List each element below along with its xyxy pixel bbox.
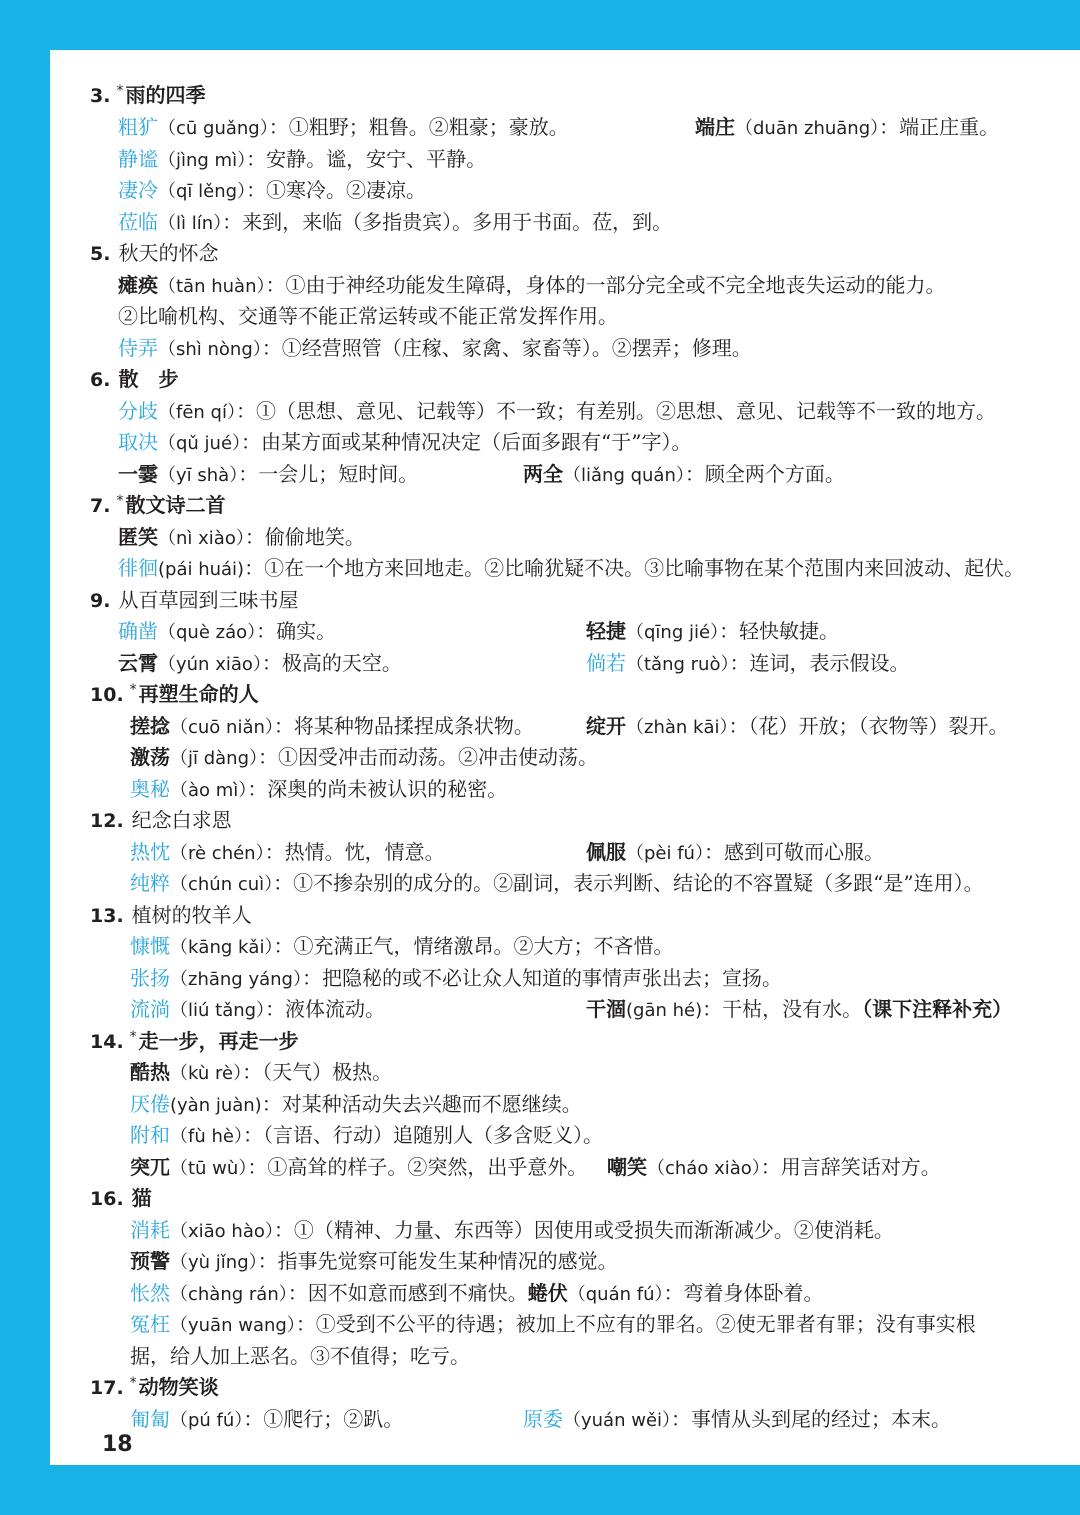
entry-word: 确凿 <box>118 619 158 643</box>
entry-pinyin: （yuān wang） <box>170 1315 296 1336</box>
entry-definition: ：对某种活动失去兴趣而不愿继续。 <box>261 1092 582 1116</box>
section-heading-5 <box>90 237 218 269</box>
entry-pinyin: （què záo） <box>158 622 257 643</box>
section-title: 纪念白求恩 <box>131 808 232 832</box>
entry-definition: ：深奥的尚未被认识的秘密。 <box>247 777 508 801</box>
entry <box>523 1403 951 1435</box>
entry-word: 附和 <box>130 1123 170 1147</box>
entry-word: 张扬 <box>130 966 170 990</box>
entry <box>130 1403 403 1435</box>
entry-pinyin: (gān hé) <box>626 1000 703 1021</box>
entry-pinyin: （yī shà） <box>158 465 239 486</box>
entry-word: 分歧 <box>118 399 158 423</box>
entry-continuation <box>130 1340 470 1372</box>
entry <box>130 1245 618 1277</box>
entry-definition: ：把隐秘的或不必让众人知道的事情声张出去；宣扬。 <box>301 966 782 990</box>
entry-definition: ：①经营照管（庄稼、家禽、家畜等）。②摆弄；修理。 <box>261 336 752 360</box>
section-number: 5. <box>90 243 111 265</box>
entry-pinyin: （rè chén） <box>170 843 265 864</box>
entry-word: 奥秘 <box>130 777 170 801</box>
entry <box>130 1119 603 1151</box>
entry <box>586 836 884 868</box>
entry-word: 厌倦 <box>130 1092 170 1116</box>
entry-word: 慷慨 <box>130 934 170 958</box>
entry-definition: ：顾全两个方面。 <box>684 462 845 486</box>
entry-pinyin: （zhāng yáng） <box>170 969 302 990</box>
entry-pinyin: (pái huái) <box>158 559 245 580</box>
entry-definition: ：事情从头到尾的经过；本末。 <box>671 1407 952 1431</box>
entry <box>130 710 534 742</box>
entry-word: 怅然 <box>130 1281 170 1305</box>
entry <box>130 836 445 868</box>
section-number: 13. <box>90 905 124 927</box>
entry <box>118 111 569 143</box>
entry <box>118 615 336 647</box>
entry-pinyin: （kù rè） <box>170 1063 243 1084</box>
section-heading-10 <box>90 678 259 710</box>
entry <box>130 1308 976 1340</box>
entry-word: 流淌 <box>130 997 170 1021</box>
entry-definition: ：①由于神经功能发生障碍，身体的一部分完全或不完全地丧失运动的能力。 <box>265 273 946 297</box>
entry-word: 匿笑 <box>118 525 158 549</box>
entry <box>586 647 909 679</box>
entry-definition: ：①因受冲击而动荡。②冲击使动荡。 <box>258 745 599 769</box>
entry-word: 取决 <box>118 430 158 454</box>
entry-word: 轻捷 <box>586 619 626 643</box>
star-mark: * <box>129 1375 137 1391</box>
entry-word: 蜷伏 <box>527 1281 568 1305</box>
entry-pinyin: （fēn qí） <box>158 402 236 423</box>
entry <box>118 426 692 458</box>
entry-word: 搓捻 <box>130 714 170 738</box>
section-title: 雨的四季 <box>125 83 206 107</box>
entry <box>130 993 385 1025</box>
section-heading-3 <box>90 79 205 111</box>
entry-pinyin: （liǎng quán） <box>563 465 685 486</box>
star-mark: * <box>116 83 124 99</box>
entry <box>118 458 418 490</box>
entry-word: 瘫痪 <box>118 273 158 297</box>
entry-definition: ：（天气）极热。 <box>242 1060 393 1084</box>
section-heading-17 <box>90 1371 219 1403</box>
entry-definition: ：①充满正气，情绪激昂。②大方；不吝惜。 <box>273 934 674 958</box>
entry-definition: ：因不如意而感到不痛快。 <box>287 1281 528 1305</box>
section-number: 14. <box>90 1031 124 1053</box>
entry-definition: ：连词，表示假设。 <box>729 651 910 675</box>
section-heading-7 <box>90 489 225 521</box>
entry-word: 云霄 <box>118 651 158 675</box>
section-number: 12. <box>90 810 124 832</box>
section-number: 3. <box>90 85 111 107</box>
entry-pinyin: （chàng rán） <box>170 1284 288 1305</box>
section-title: 动物笑谈 <box>138 1375 219 1399</box>
entry-word: 嘲笑 <box>607 1155 647 1179</box>
entry <box>130 1277 823 1309</box>
entry-definition: ：①爬行；②趴。 <box>243 1407 404 1431</box>
entry-definition: ：确实。 <box>256 619 337 643</box>
entry <box>130 1151 587 1183</box>
entry-pinyin: （cuō niǎn） <box>170 717 274 738</box>
page-number: 18 <box>102 1432 133 1457</box>
entry-word: 徘徊 <box>118 556 158 580</box>
entry-definition: ②比喻机构、交通等不能正常运转或不能正常发挥作用。 <box>118 304 618 328</box>
entry-word: 静谧 <box>118 147 158 171</box>
section-title: 再塑生命的人 <box>138 682 259 706</box>
entry-definition: ：偷偷地笑。 <box>244 525 365 549</box>
entry-word: 一霎 <box>118 462 158 486</box>
entry <box>523 458 845 490</box>
section-number: 6. <box>90 369 111 391</box>
entry-pinyin: （tū wù） <box>170 1158 248 1179</box>
entry <box>118 143 486 175</box>
entry-pinyin: （liú tǎng） <box>170 1000 266 1021</box>
entry-pinyin: （duān zhuāng） <box>735 118 880 139</box>
entry-pinyin: （yù jǐng） <box>170 1252 258 1273</box>
entry-word: 预警 <box>130 1249 170 1273</box>
entry-word: 纯粹 <box>130 871 170 895</box>
section-title: 秋天的怀念 <box>118 241 219 265</box>
entry-definition: 据，给人加上恶名。③不值得；吃亏。 <box>130 1344 470 1368</box>
entry-pinyin: （kāng kǎi） <box>170 937 274 958</box>
section-title: 散文诗二首 <box>125 493 226 517</box>
entry-pinyin: （zhàn kāi） <box>626 717 729 738</box>
entry-word: 两全 <box>523 462 563 486</box>
entry-word: 突兀 <box>130 1155 170 1179</box>
entry-word: 干涸 <box>586 997 626 1021</box>
entry-pinyin: （tǎng ruò） <box>626 654 730 675</box>
entry-word: 佩服 <box>586 840 626 864</box>
section-number: 10. <box>90 684 124 706</box>
entry-pinyin: （cháo xiào） <box>647 1158 761 1179</box>
entry-word: 激荡 <box>130 745 170 769</box>
section-title: 猫 <box>131 1186 152 1210</box>
section-title: 散 步 <box>118 367 179 391</box>
entry <box>130 867 984 899</box>
entry-pinyin: （xiāo hào） <box>170 1221 274 1242</box>
entry-pinyin: （qǔ jué） <box>158 433 242 454</box>
entry-pinyin: （yuán wěi） <box>563 1410 672 1431</box>
entry-pinyin: （pú fú） <box>170 1410 244 1431</box>
entry-word: 酷热 <box>130 1060 170 1084</box>
entry-definition: ：液体流动。 <box>265 997 386 1021</box>
entry <box>118 647 402 679</box>
entry-definition: ：（花）开放；（衣物等）裂开。 <box>728 714 1009 738</box>
entry-definition: ：弯着身体卧着。 <box>663 1281 824 1305</box>
entry <box>607 1151 941 1183</box>
section-number: 16. <box>90 1188 124 1210</box>
entry-definition: ：由某方面或某种情况决定（后面多跟有“于”字）。 <box>241 430 692 454</box>
entry <box>118 521 365 553</box>
entry-definition: ：来到，来临（多指贵宾）。多用于书面。莅，到。 <box>222 210 673 234</box>
star-mark: * <box>129 1029 137 1045</box>
entry <box>130 1056 392 1088</box>
entry-pinyin: （jī dàng） <box>170 748 259 769</box>
entry <box>130 773 507 805</box>
section-title: 从百草园到三味书屋 <box>118 588 299 612</box>
entry-word: 冤枉 <box>130 1312 170 1336</box>
entry-word: 原委 <box>523 1407 563 1431</box>
entry-definition: ：①受到不公平的待遇；被加上不应有的罪名。②使无罪者有罪；没有事实根 <box>295 1312 976 1336</box>
entry-word: 侍弄 <box>118 336 158 360</box>
entry-word: 莅临 <box>118 210 158 234</box>
entry-pinyin: （ào mì） <box>170 780 248 801</box>
entry-definition: ：一会儿；短时间。 <box>238 462 419 486</box>
entry-definition: ：指事先觉察可能发生某种情况的感觉。 <box>257 1249 618 1273</box>
entry-definition: ：感到可敬而心服。 <box>703 840 884 864</box>
entry-definition: ：用言辞笑话对方。 <box>760 1155 941 1179</box>
entry <box>130 1214 894 1246</box>
entry-pinyin: （qīng jié） <box>626 622 720 643</box>
section-number: 7. <box>90 495 111 517</box>
entry-pinyin: （qī lěng） <box>158 181 247 202</box>
entry-pinyin: （lì lín） <box>158 213 223 234</box>
entry <box>118 174 426 206</box>
star-mark: * <box>129 682 137 698</box>
entry <box>586 615 839 647</box>
entry-pinyin: （quán fú） <box>567 1284 664 1305</box>
entry-word: 热忱 <box>130 840 170 864</box>
entry-definition: ：安静。谧，安宁、平静。 <box>246 147 487 171</box>
entry-pinyin: （yún xiāo） <box>158 654 262 675</box>
entry <box>118 395 996 427</box>
entry-word: 匍匐 <box>130 1407 170 1431</box>
section-title: 走一步，再走一步 <box>138 1029 299 1053</box>
entry <box>130 930 673 962</box>
entry <box>118 206 672 238</box>
entry-definition: ：①在一个地方来回地走。②比喻犹疑不决。③比喻事物在某个范围内来回波动、起伏。 <box>244 556 1025 580</box>
section-heading-13 <box>90 899 252 931</box>
entry-definition: ：端正庄重。 <box>879 115 1000 139</box>
entry-definition: ：①粗野；粗鲁。②粗豪；豪放。 <box>268 115 569 139</box>
section-heading-12 <box>90 804 232 836</box>
star-mark: * <box>116 493 124 509</box>
entry-pinyin: （fù hè） <box>170 1126 243 1147</box>
section-heading-14 <box>90 1025 299 1057</box>
entry-pinyin: (yàn juàn) <box>170 1095 262 1116</box>
section-heading-16 <box>90 1182 152 1214</box>
entry-definition: ：极高的天空。 <box>261 651 402 675</box>
entry <box>118 332 752 364</box>
entry-word: 凄冷 <box>118 178 158 202</box>
entry-definition: ：①高耸的样子。②突然，出乎意外。 <box>247 1155 588 1179</box>
entry <box>130 741 598 773</box>
entry-definition: ：热情。忱，情意。 <box>264 840 445 864</box>
entry-word: 消耗 <box>130 1218 170 1242</box>
page-sheet <box>50 50 1080 1465</box>
section-number: 17. <box>90 1377 124 1399</box>
entry-definition: ：（言语、行动）追随别人（多含贬义）。 <box>242 1123 603 1147</box>
entry <box>586 993 1012 1025</box>
entry <box>695 111 999 143</box>
entry-definition: ：①（思想、意见、记载等）不一致；有差别。②思想、意见、记载等不一致的地方。 <box>235 399 996 423</box>
entry-pinyin: （pèi fú） <box>626 843 704 864</box>
entry-definition: ：干枯，没有水。 <box>702 997 863 1021</box>
entry <box>586 710 1008 742</box>
entry-definition: ：轻快敏捷。 <box>719 619 840 643</box>
entry-word: 端庄 <box>695 115 735 139</box>
entry <box>118 552 1024 584</box>
entry-word: 粗犷 <box>118 115 158 139</box>
section-number: 9. <box>90 590 111 612</box>
entry-definition: ：将某种物品揉捏成条状物。 <box>273 714 534 738</box>
entry-note: （课下注释补充） <box>862 997 1013 1021</box>
entry-pinyin: （cū guǎng） <box>158 118 269 139</box>
entry-pinyin: （jìng mì） <box>158 150 247 171</box>
entry <box>130 1088 582 1120</box>
entry <box>130 962 782 994</box>
section-title: 植树的牧羊人 <box>131 903 252 927</box>
section-heading-9 <box>90 584 298 616</box>
entry-pinyin: （tān huàn） <box>158 276 266 297</box>
entry-definition: ：①寒冷。②凄凉。 <box>246 178 427 202</box>
entry-word: 倘若 <box>586 651 626 675</box>
entry-word: 绽开 <box>586 714 626 738</box>
entry <box>118 269 945 301</box>
entry-definition: ：①（精神、力量、东西等）因使用或受损失而渐渐减少。②使消耗。 <box>273 1218 894 1242</box>
entry-definition: ：①不掺杂别的成分的。②副词，表示判断、结论的不容置疑（多跟“是”连用）。 <box>273 871 984 895</box>
entry-continuation <box>118 300 618 332</box>
entry-pinyin: （nì xiào） <box>158 528 245 549</box>
entry-pinyin: （chún cuì） <box>170 874 274 895</box>
section-heading-6 <box>90 363 178 395</box>
entry-pinyin: （shì nòng） <box>158 339 262 360</box>
